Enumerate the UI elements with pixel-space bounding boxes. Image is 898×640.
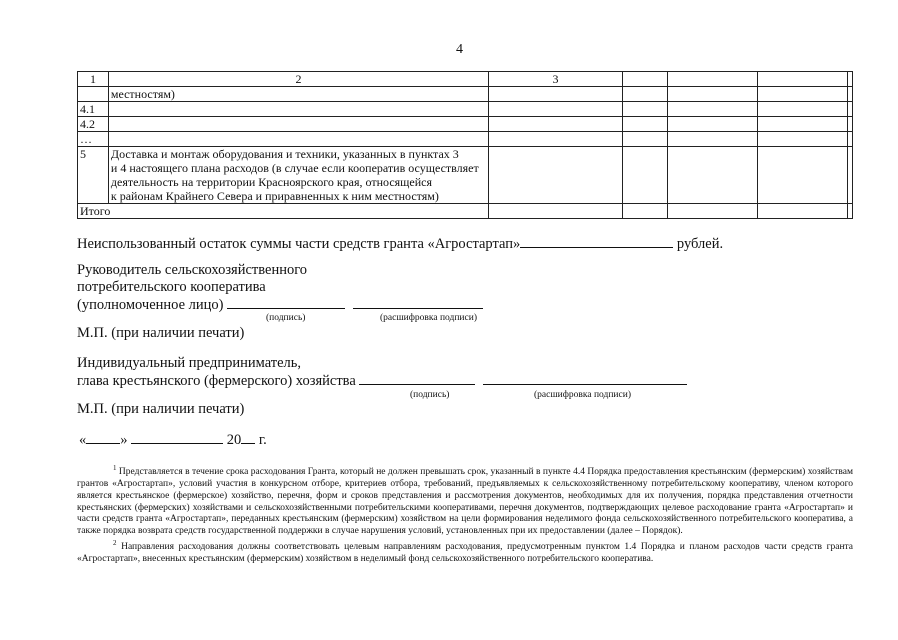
cell (489, 147, 623, 204)
row-number: 4.1 (78, 102, 109, 117)
entrepreneur-title-1: Индивидуальный предприниматель, (77, 355, 302, 371)
total-label: Итого (78, 204, 489, 219)
page-number: 4 (456, 42, 463, 57)
cell (667, 204, 757, 219)
date-day-field[interactable] (86, 431, 120, 444)
header-col-7 (848, 72, 853, 87)
row-text-line: к районам Крайнего Севера и приравненных к ним местностям) (110, 189, 439, 203)
cell (757, 147, 847, 204)
table-row (78, 147, 853, 204)
header-col-1: 1 (78, 72, 109, 87)
header-col-6 (757, 72, 847, 87)
cell (757, 102, 847, 117)
row-text-line: и 4 настоящего плана расходов (в случае если кооператив осуществляет (110, 161, 479, 175)
date-year-field[interactable] (241, 431, 255, 444)
cell (757, 87, 847, 102)
header-col-2: 2 (108, 72, 488, 87)
coop-decode-caption: (расшифровка подписи) (380, 313, 477, 323)
footnote-1-mark: 1 (113, 464, 117, 472)
cell (848, 147, 853, 204)
expense-plan-table (77, 71, 853, 219)
row-number (78, 87, 109, 102)
footnote-2 (77, 538, 853, 566)
entrepreneur-title-2 (77, 372, 687, 390)
table-row (78, 102, 853, 117)
cell (489, 204, 623, 219)
row-text-line: деятельность на территории Красноярского края, относящейся (110, 175, 433, 189)
row-text (108, 117, 488, 132)
cell (667, 132, 757, 147)
cell (757, 117, 847, 132)
entrepreneur-label: глава крестьянского (фермерского) хозяйства (77, 373, 356, 389)
footnote-2-text: Направления расходования должны соответствовать целевым направлениям расходования, предусмотренным пунктом 1.4 Порядка и планом расходов части средств гранта «Агростартап», внесенных крестьянским (фермерским) хозяйством в неделимый фонд сельскохозяйственного потребительского кооператива. (77, 542, 854, 564)
cell (667, 117, 757, 132)
row-text: местностям) (108, 87, 488, 102)
cell (489, 132, 623, 147)
cell (489, 117, 623, 132)
row-number: … (78, 132, 109, 147)
cell (489, 102, 623, 117)
cell (622, 132, 667, 147)
cell (848, 102, 853, 117)
remainder-text: Неиспользованный остаток суммы части средств гранта «Агростартап» (77, 236, 521, 252)
coop-head-label: (уполномоченное лицо) (77, 297, 224, 313)
table-row (78, 132, 853, 147)
coop-head-title-2: потребительского кооператива (77, 279, 266, 295)
entrepreneur-signature-field[interactable] (359, 372, 475, 385)
coop-stamp: М.П. (при наличии печати) (77, 325, 245, 341)
footnotes (77, 463, 853, 566)
cell (848, 117, 853, 132)
row-text (108, 102, 488, 117)
table-header-row (78, 72, 853, 87)
row-text-multiline (108, 147, 488, 204)
entrepreneur-stamp: М.П. (при наличии печати) (77, 401, 245, 417)
footnote-1-text: Представляется в течение срока расходования Гранта, который не должен превышать срок, указанный в пункте 4.4 Порядка предоставления крестьянским (фермерским) хозяйствам грантов «Агростартап», условий участия в конкурсном отборе, критериев отбора, требований, предъявляемых к сельскохозяйственному потребительскому кооперативу, членом которого является крестьянское (фермерское) хозяйство, перечня, форм и сроков представления и рассмотрения документов, необходимых для их получения, порядка представления отчетности крестьянских (фермерских) хозяйствами и сельскохозяйственными потребительскими кооперативами, перечня документов, подтверждающих целевое расходование гранта «Агростартап» и части средств гранта «Агростартап», переданных крестьянским (фермерским) хозяйством на цели формирования неделимого фонда сельскохозяйственного потребительского кооператива, а также порядка возврата средств государственной поддержки в случае нарушения условий, установленных при их предоставлении (далее – Порядок). (77, 467, 853, 537)
cell (848, 132, 853, 147)
cell (622, 117, 667, 132)
cell (622, 204, 667, 219)
cell (489, 87, 623, 102)
cell (848, 204, 853, 219)
cell (757, 204, 847, 219)
row-text-line: Доставка и монтаж оборудования и техники, указанных в пунктах 3 (110, 147, 459, 161)
coop-signature-caption: (подпись) (266, 313, 306, 323)
row-text (108, 132, 488, 147)
coop-signature-decode-field[interactable] (353, 296, 483, 309)
entrepreneur-signature-decode-field[interactable] (483, 372, 687, 385)
date-open-quote: « (79, 432, 87, 448)
row-number: 5 (78, 147, 109, 204)
table-total-row (78, 204, 853, 219)
cell (667, 87, 757, 102)
cell (848, 87, 853, 102)
cell (757, 132, 847, 147)
cell (622, 87, 667, 102)
cell (667, 147, 757, 204)
header-col-3: 3 (489, 72, 623, 87)
coop-head-title-3 (77, 296, 483, 314)
entrepreneur-decode-caption: (расшифровка подписи) (534, 390, 631, 400)
table-row (78, 87, 853, 102)
date-suffix: г. (258, 432, 267, 448)
row-number: 4.2 (78, 117, 109, 132)
date-year-prefix: 20 (226, 432, 242, 448)
remainder-unit: рублей. (676, 236, 724, 252)
coop-head-title-1: Руководитель сельскохозяйственного (77, 262, 308, 278)
remainder-line (77, 235, 723, 253)
footnote-1 (77, 463, 853, 538)
entrepreneur-signature-caption: (подпись) (410, 390, 450, 400)
cell (667, 102, 757, 117)
remainder-amount-field[interactable] (520, 235, 673, 248)
coop-signature-field[interactable] (227, 296, 345, 309)
date-close-quote: » (120, 432, 128, 448)
table-row (78, 117, 853, 132)
date-month-field[interactable] (131, 431, 223, 444)
header-col-5 (667, 72, 757, 87)
cell (622, 147, 667, 204)
footnote-2-mark: 2 (113, 538, 117, 547)
cell (622, 102, 667, 117)
date-line (79, 431, 267, 449)
header-col-4 (622, 72, 667, 87)
